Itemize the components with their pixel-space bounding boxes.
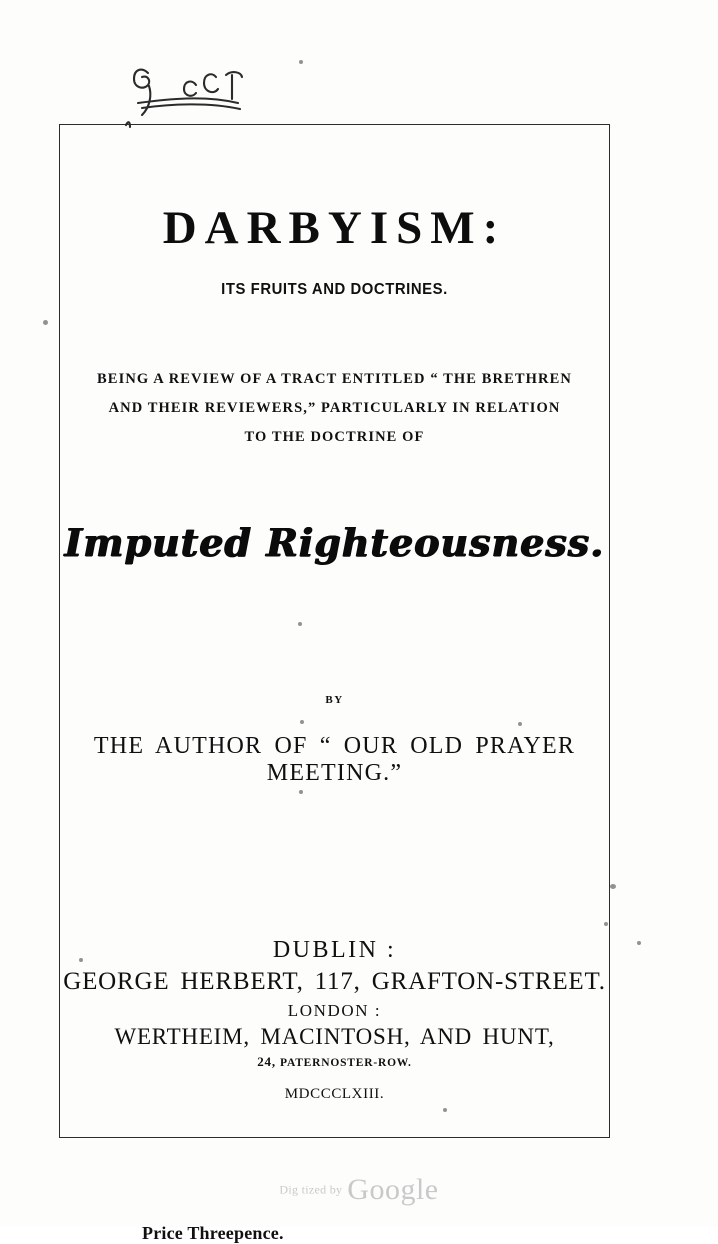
blackletter-heading: Imputed Righteousness. [64,520,605,565]
watermark-prefix: Dig tized by [279,1182,343,1197]
scan-speck [299,60,303,64]
google-watermark [0,1173,718,1207]
imprint-address-number: 24, [257,1054,276,1069]
description-block [78,365,591,452]
imprint-publisher-primary: GEORGE HERBERT, 117, GRAFTON-STREET. [63,968,606,995]
scan-speck [43,320,48,325]
page-subtitle: ITS FRUITS AND DOCTRINES. [221,281,448,298]
description-line-1: BEING A REVIEW OF A TRACT ENTITLED “ THE BRETHREN [97,371,572,387]
scan-speck [610,884,616,889]
imprint-year: MDCCCLXIII. [284,1086,385,1102]
page-title: DARBYISM: [162,202,507,254]
imprint-city-secondary: LONDON : [287,1001,382,1020]
imprint-publisher-secondary: WERTHEIM, MACINTOSH, AND HUNT, [114,1024,555,1049]
watermark-brand: Google [347,1173,439,1206]
price-note: Price Threepence. [142,1223,284,1243]
imprint-block [60,937,609,1103]
description-line-2: AND THEIR REVIEWERS,” PARTICULARLY IN RELATION [108,400,561,416]
scan-speck [637,941,641,945]
imprint-city-primary: DUBLIN : [272,937,397,963]
author-line: THE AUTHOR OF “ OUR OLD PRAYER MEETING.” [93,733,576,786]
description-line-3: TO THE DOCTRINE OF [244,429,425,445]
imprint-address-street: PATERNOSTER-ROW. [279,1057,412,1069]
imprint-address [60,1054,609,1070]
by-label: BY [325,694,344,706]
